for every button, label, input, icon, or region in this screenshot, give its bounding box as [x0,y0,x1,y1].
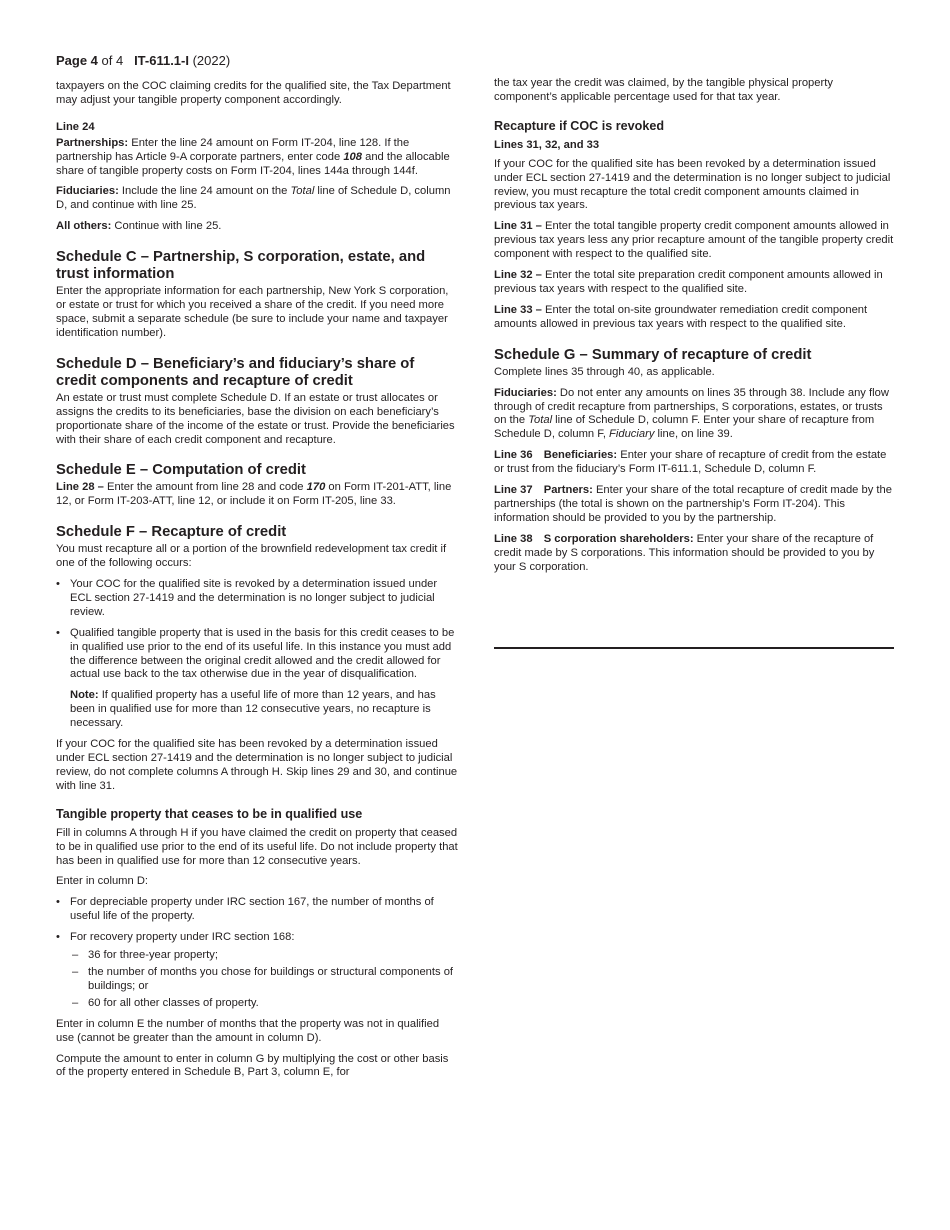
list-item: • For depreciable property under IRC section 167, the number of months of useful life of the property. [56,896,458,924]
list-item: – the number of months you chose for buildings or structural components of buildings; or [70,966,458,994]
list-item: • For recovery property under IRC section 168: [56,931,458,945]
line24-heading: Line 24 [56,120,95,133]
continued-paragraph: the tax year the credit was claimed, by the tangible physical property component’s applicable percentage used for that tax year. [494,77,833,103]
right-column [494,77,894,581]
partnerships-label: Partnerships: [56,136,129,149]
line24-partnerships: Partnerships: Enter the line 24 amount on Form IT-204, line 128. If the partnership has Article 9-A corporate partners, enter code 108 and the allocable share of tangible property costs on Form IT-204, lines 144a through 144f. [56,136,450,177]
line37-paragraph: Line 37 Partners: Enter your share of the total recapture of credit made by the partnerships (the total is shown on the partnership’s Form IT-204). This information should be provided to you by the partnership. [494,484,892,524]
left-column [56,80,458,1087]
page-label: Page 4 [56,53,98,68]
line38-paragraph: Line 38 S corporation shareholders: Enter your share of the recapture of credit made by S corporations. This information should be provided to you by your S corporation. [494,532,875,573]
recapture-revoked-heading: Recapture if COC is revoked [494,118,665,133]
recovery-dash-list [70,949,458,1011]
schedule-g-intro: Complete lines 35 through 40, as applicable. [494,365,715,378]
schedule-d-heading: Schedule D – Beneficiary’s and fiduciary’s share of credit components and recapture of credit [56,355,415,389]
end-rule-divider [494,647,894,649]
fiduciaries-label: Fiduciaries: [56,185,119,198]
list-item: – 60 for all other classes of property. [70,997,458,1011]
schedule-f-bullets [56,578,458,731]
line24-fiduciaries: Fiduciaries: Include the line 24 amount on the Total line of Schedule D, column D, and continue with line 25. [56,185,451,212]
tangible-heading: Tangible property that ceases to be in qualified use [56,806,363,821]
schedule-f-revoked-text: If your COC for the qualified site has been revoked by a determination issued under ECL section 27-1419 and the determination is no longer subject to judicial review, do not complete columns A through H. Skip lines 29 and 30, and continue with line 31. [56,738,458,792]
page-of: of 4 [97,53,124,68]
line24-all-others: All others: Continue with line 25. [56,220,222,233]
schedule-g-fiduciaries: Fiduciaries: Do not enter any amounts on lines 35 through 38. Include any flow through of credit recapture from partnerships, S corporations, estates, or trusts on the Total line of Schedule D, column F. Enter your share of recapture from Schedule D, column F, Fiduciary line, on line 39. [494,386,889,441]
intro-paragraph: taxpayers on the COC claiming credits for the qualified site, the Tax Department may adjust your tangible property component accordingly. [56,80,451,106]
line33-paragraph: Line 33 – Enter the total on-site groundwater remediation credit component amounts allowed in previous tax years with respect to the qualified site. [494,303,868,330]
column-d-bullets [56,896,458,945]
tangible-p3: Enter in column E the number of months that the property was not in qualified use (cannot be greater than the amount in column D). [56,1017,440,1044]
line31-paragraph: Line 31 – Enter the total tangible property credit component amounts allowed in previous tax years less any prior recapture amount of the tangible property credit component with respect to the qualified site. [494,220,894,261]
note-paragraph: Note: If qualified property has a useful life of more than 12 years, and has been in qualified use for more than 12 consecutive years, no recapture is necessary. [70,689,436,730]
lines-31-33-heading: Lines 31, 32, and 33 [494,138,600,151]
form-year: (2022) [188,53,231,68]
list-item: • Your COC for the qualified site is revoked by a determination issued under ECL section 27-1419 and the determination is no longer subject to judicial review. [56,578,458,620]
schedule-c-text: Enter the appropriate information for each partnership, New York S corporation, or estate or trust for which you received a share of the credit. If you need more space, submit a separate schedule (be sure to include your name and taxpayer identification number). [56,285,449,339]
page-header [56,53,230,68]
schedule-g-heading: Schedule G – Summary of recapture of credit [494,346,812,363]
list-item: • Qualified tangible property that is used in the basis for this credit ceases to be in qualified use prior to the end of its useful life. In this instance you must add the difference between the original credit allowed and the credit allowed for actual use back to the tax otherwise due in the year of disqualification. Note: If qualified property has a useful life of more than 12 years, and has been in qualified use for more than 12 consecutive years, no recapture is necessary. [56,627,458,731]
list-item: – 36 for three-year property; [70,949,458,963]
tangible-p2: Enter in column D: [56,875,149,888]
schedule-d-text: An estate or trust must complete Schedule D. If an estate or trust allocates or assigns the credits to its beneficiaries, base the division on each beneficiary’s proportionate share of the income of the estate or trust. Provide the beneficiaries with their share of each credit component and recapture. [56,391,455,446]
code-170: 170 [306,481,326,494]
schedule-f-heading: Schedule F – Recapture of credit [56,524,287,541]
all-others-label: All others: [56,220,112,233]
line36-paragraph: Line 36 Beneficiaries: Enter your share of recapture of credit from the estate or trust from the fiduciary’s Form IT-611.1, Schedule D, column F. [494,449,887,476]
line32-paragraph: Line 32 – Enter the total site preparation credit component amounts allowed in previous tax years with respect to the qualified site. [494,269,883,295]
schedule-e-heading: Schedule E – Computation of credit [56,462,306,479]
schedule-f-intro: You must recapture all or a portion of the brownfield redevelopment tax credit if one of the following occurs: [56,543,447,570]
form-id: IT-611.1-I [134,53,189,68]
tangible-p4: Compute the amount to enter in column G by multiplying the cost or other basis of the property entered in Schedule B, Part 3, column E, for [56,1052,449,1079]
tangible-p1: Fill in columns A through H if you have claimed the credit on property that ceased to be in qualified use prior to the end of its useful life. Do not include property that has been in qualified use for more than 12 consecutive years. [56,826,458,867]
code-108: 108 [343,150,362,163]
schedule-c-heading: Schedule C – Partnership, S corporation, estate, and trust information [56,249,426,283]
recapture-revoked-text: If your COC for the qualified site has been revoked by a determination issued under ECL section 27-1419 and the determination is no longer subject to judicial review, you must recapture the total credit component amounts claimed in previous tax years. [494,157,891,212]
schedule-e-line28: Line 28 – Enter the amount from line 28 and code 170 on Form IT-201-ATT, line 12, or Form IT-203-ATT, line 12, or include it on Form IT-205, line 33. [56,481,452,508]
